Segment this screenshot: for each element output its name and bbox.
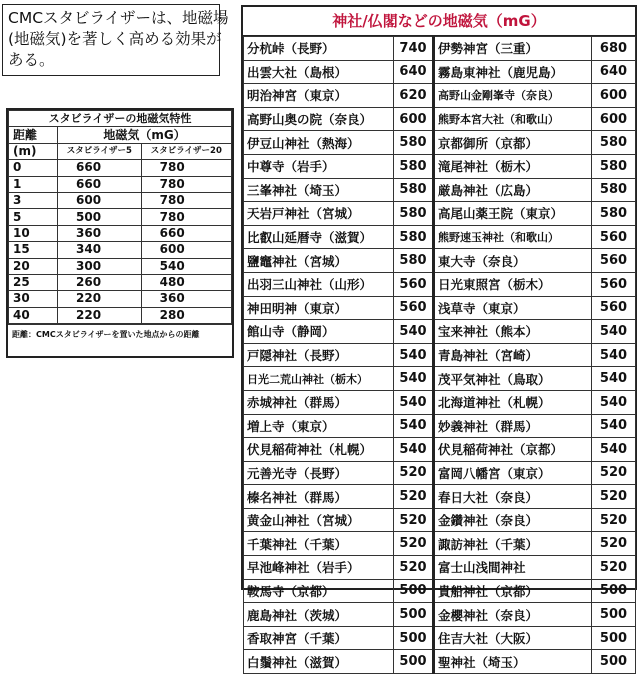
shrine-row	[244, 532, 636, 556]
shrine-name: 熊野本宮大社（和歌山）	[434, 107, 592, 131]
shrine-name: 金櫻神社（奈良）	[434, 603, 592, 627]
shrine-value: 600	[592, 84, 636, 108]
shrine-value: 500	[394, 626, 434, 650]
spec-row	[9, 258, 232, 274]
shrine-value: 540	[592, 414, 636, 438]
spec-value-a: 360	[58, 225, 142, 241]
shrine-value: 500	[592, 603, 636, 627]
spec-distance: 3	[9, 192, 58, 208]
shrine-value: 580	[394, 225, 434, 249]
shrine-value: 520	[394, 508, 434, 532]
shrine-name: 榛名神社（群馬）	[244, 485, 394, 509]
spec-distance: 20	[9, 258, 58, 274]
shrine-name: 北海道神社（札幌）	[434, 390, 592, 414]
note-line: ある。	[8, 51, 55, 69]
shrine-value: 540	[394, 390, 434, 414]
note-line: (地磁気)を著しく高める効果が	[8, 30, 222, 48]
shrine-row	[244, 603, 636, 627]
shrine-value: 520	[592, 532, 636, 556]
shrine-name: 高野山金剛峯寺（奈良）	[434, 84, 592, 108]
shrine-name: 住吉大社（大阪）	[434, 626, 592, 650]
spec-row	[9, 274, 232, 290]
shrine-row	[244, 154, 636, 178]
shrine-name: 増上寺（東京）	[244, 414, 394, 438]
shrine-value: 580	[592, 131, 636, 155]
shrine-value: 520	[592, 556, 636, 580]
spec-sub-b: スタビライザー20	[141, 143, 231, 159]
shrine-name: 霧島東神社（鹿児島）	[434, 60, 592, 84]
shrine-grid	[243, 36, 636, 674]
shrine-value: 520	[394, 485, 434, 509]
shrine-value: 680	[592, 37, 636, 61]
shrine-value: 620	[394, 84, 434, 108]
spec-value-b: 660	[141, 225, 231, 241]
spec-row	[9, 307, 232, 323]
shrine-value: 740	[394, 37, 434, 61]
shrine-row	[244, 343, 636, 367]
shrine-name: 伏見稲荷神社（札幌）	[244, 438, 394, 462]
shrine-value: 540	[394, 367, 434, 391]
shrine-name: 妙義神社（群馬）	[434, 414, 592, 438]
shrine-name: 元善光寺（長野）	[244, 461, 394, 485]
shrine-name: 千葉神社（千葉）	[244, 532, 394, 556]
shrine-name: 早池峰神社（岩手）	[244, 556, 394, 580]
shrine-value: 540	[592, 320, 636, 344]
shrine-value: 560	[394, 296, 434, 320]
shrine-value: 540	[592, 367, 636, 391]
spec-title: スタビライザーの地磁気特性	[9, 111, 232, 127]
shrine-row	[244, 650, 636, 674]
shrine-name: 日光東照宮（栃木）	[434, 272, 592, 296]
shrine-row	[244, 107, 636, 131]
shrine-value: 580	[394, 178, 434, 202]
spec-value-b: 780	[141, 192, 231, 208]
shrine-value: 640	[394, 60, 434, 84]
spec-col-distance: 距離	[9, 127, 58, 143]
spec-value-b: 780	[141, 209, 231, 225]
shrine-value: 520	[394, 556, 434, 580]
shrine-value: 520	[394, 532, 434, 556]
shrine-name: 神田明神（東京）	[244, 296, 394, 320]
shrine-value: 500	[394, 603, 434, 627]
shrine-row	[244, 390, 636, 414]
spec-value-b: 600	[141, 242, 231, 258]
spec-value-a: 220	[58, 291, 142, 307]
shrine-name: 戸隠神社（長野）	[244, 343, 394, 367]
shrine-value: 520	[394, 461, 434, 485]
spec-row	[9, 192, 232, 208]
shrine-name: 滝尾神社（栃木）	[434, 154, 592, 178]
shrine-name: 比叡山延暦寺（滋賀）	[244, 225, 394, 249]
shrine-row	[244, 60, 636, 84]
shrine-row	[244, 84, 636, 108]
shrine-table-title: 神社/仏閣などの地磁気（mG）	[243, 7, 635, 36]
note-line: CMCスタビライザーは、地磁場	[8, 9, 229, 27]
shrine-value: 500	[592, 626, 636, 650]
shrine-row	[244, 225, 636, 249]
shrine-row	[244, 579, 636, 603]
shrine-row	[244, 320, 636, 344]
shrine-value: 540	[394, 414, 434, 438]
shrine-row	[244, 414, 636, 438]
shrine-value: 520	[592, 461, 636, 485]
spec-distance: 10	[9, 225, 58, 241]
spec-value-b: 360	[141, 291, 231, 307]
shrine-name: 伊勢神宮（三重）	[434, 37, 592, 61]
shrine-value: 580	[592, 178, 636, 202]
shrine-name: 香取神宮（千葉）	[244, 626, 394, 650]
shrine-name: 中尊寺（岩手）	[244, 154, 394, 178]
spec-value-a: 660	[58, 176, 142, 192]
spec-row	[9, 242, 232, 258]
spec-distance: 25	[9, 274, 58, 290]
shrine-name: 金鑽神社（奈良）	[434, 508, 592, 532]
spec-value-b: 280	[141, 307, 231, 323]
spec-unit: (m)	[9, 143, 58, 159]
shrine-name: 諏訪神社（千葉）	[434, 532, 592, 556]
spec-row	[9, 160, 232, 176]
shrine-name: 天岩戸神社（宮城）	[244, 202, 394, 226]
shrine-value: 640	[592, 60, 636, 84]
shrine-row	[244, 626, 636, 650]
shrine-row	[244, 461, 636, 485]
shrine-name: 館山寺（静岡）	[244, 320, 394, 344]
shrine-name: 鞍馬寺（京都）	[244, 579, 394, 603]
spec-value-a: 340	[58, 242, 142, 258]
shrine-value: 540	[592, 343, 636, 367]
spec-value-a: 600	[58, 192, 142, 208]
shrine-value: 560	[592, 225, 636, 249]
shrine-value: 560	[592, 249, 636, 273]
shrine-row	[244, 37, 636, 61]
shrine-value: 600	[394, 107, 434, 131]
spec-value-a: 300	[58, 258, 142, 274]
shrine-name: 出雲大社（島根）	[244, 60, 394, 84]
shrine-name: 赤城神社（群馬）	[244, 390, 394, 414]
spec-value-b: 540	[141, 258, 231, 274]
shrine-name: 京都御所（京都）	[434, 131, 592, 155]
shrine-name: 鹽竈神社（宮城）	[244, 249, 394, 273]
shrine-value: 580	[592, 202, 636, 226]
spec-value-a: 260	[58, 274, 142, 290]
shrine-name: 宝来神社（熊本）	[434, 320, 592, 344]
shrine-row	[244, 556, 636, 580]
shrine-value: 580	[394, 154, 434, 178]
spec-footnote: 距離：CMCスタビライザーを置いた地点からの距離	[8, 324, 232, 344]
shrine-value: 500	[394, 579, 434, 603]
stabilizer-spec-table	[6, 108, 234, 358]
spec-row	[9, 176, 232, 192]
shrine-name: 高野山奥の院（奈良）	[244, 107, 394, 131]
shrine-name: 浅草寺（東京）	[434, 296, 592, 320]
shrine-name: 伊豆山神社（熱海）	[244, 131, 394, 155]
shrine-name: 茂平気神社（鳥取）	[434, 367, 592, 391]
shrine-value: 580	[394, 249, 434, 273]
shrine-name: 明治神宮（東京）	[244, 84, 394, 108]
shrine-value: 500	[592, 650, 636, 674]
spec-distance: 15	[9, 242, 58, 258]
spec-distance: 30	[9, 291, 58, 307]
shrine-row	[244, 249, 636, 273]
shrine-row	[244, 438, 636, 462]
shrine-name: 高尾山薬王院（東京）	[434, 202, 592, 226]
shrine-row	[244, 131, 636, 155]
shrine-name: 厳島神社（広島）	[434, 178, 592, 202]
shrine-name: 三峯神社（埼玉）	[244, 178, 394, 202]
spec-distance: 0	[9, 160, 58, 176]
shrine-value: 520	[592, 485, 636, 509]
shrine-value: 580	[394, 202, 434, 226]
shrine-row	[244, 272, 636, 296]
shrine-name: 出羽三山神社（山形）	[244, 272, 394, 296]
shrine-row	[244, 202, 636, 226]
spec-distance: 1	[9, 176, 58, 192]
shrine-magnetic-table	[241, 5, 637, 670]
shrine-value: 540	[394, 320, 434, 344]
spec-grid	[8, 110, 232, 324]
shrine-name: 富士山浅間神社	[434, 556, 592, 580]
shrine-value: 560	[592, 296, 636, 320]
spec-value-b: 780	[141, 176, 231, 192]
shrine-name: 鹿島神社（茨城）	[244, 603, 394, 627]
shrine-name: 白鬚神社（滋賀）	[244, 650, 394, 674]
shrine-name: 熊野速玉神社（和歌山）	[434, 225, 592, 249]
shrine-value: 500	[592, 579, 636, 603]
shrine-name: 春日大社（奈良）	[434, 485, 592, 509]
spec-value-b: 780	[141, 160, 231, 176]
shrine-name: 黄金山神社（宮城）	[244, 508, 394, 532]
spec-distance: 40	[9, 307, 58, 323]
shrine-row	[244, 485, 636, 509]
shrine-value: 540	[394, 343, 434, 367]
spec-row	[9, 291, 232, 307]
shrine-name: 日光二荒山神社（栃木）	[244, 367, 394, 391]
spec-row	[9, 225, 232, 241]
shrine-value: 540	[592, 438, 636, 462]
shrine-value: 540	[592, 390, 636, 414]
spec-value-b: 480	[141, 274, 231, 290]
shrine-value: 580	[592, 154, 636, 178]
shrine-value: 580	[394, 131, 434, 155]
shrine-name: 伏見稲荷神社（京都）	[434, 438, 592, 462]
shrine-row	[244, 367, 636, 391]
shrine-value: 520	[592, 508, 636, 532]
shrine-value: 560	[394, 272, 434, 296]
shrine-name: 青島神社（宮崎）	[434, 343, 592, 367]
spec-col-field: 地磁気（mG）	[58, 127, 232, 143]
shrine-row	[244, 296, 636, 320]
shrine-name: 富岡八幡宮（東京）	[434, 461, 592, 485]
spec-value-a: 220	[58, 307, 142, 323]
spec-value-a: 660	[58, 160, 142, 176]
spec-distance: 5	[9, 209, 58, 225]
spec-value-a: 500	[58, 209, 142, 225]
spec-row	[9, 209, 232, 225]
shrine-value: 540	[394, 438, 434, 462]
intro-note	[2, 4, 229, 76]
spec-sub-a: スタビライザー5	[58, 143, 142, 159]
shrine-name: 貴船神社（京都）	[434, 579, 592, 603]
shrine-value: 600	[592, 107, 636, 131]
shrine-row	[244, 508, 636, 532]
shrine-name: 東大寺（奈良）	[434, 249, 592, 273]
shrine-value: 560	[592, 272, 636, 296]
shrine-row	[244, 178, 636, 202]
shrine-name: 聖神社（埼玉）	[434, 650, 592, 674]
shrine-value: 500	[394, 650, 434, 674]
shrine-name: 分杭峠（長野）	[244, 37, 394, 61]
